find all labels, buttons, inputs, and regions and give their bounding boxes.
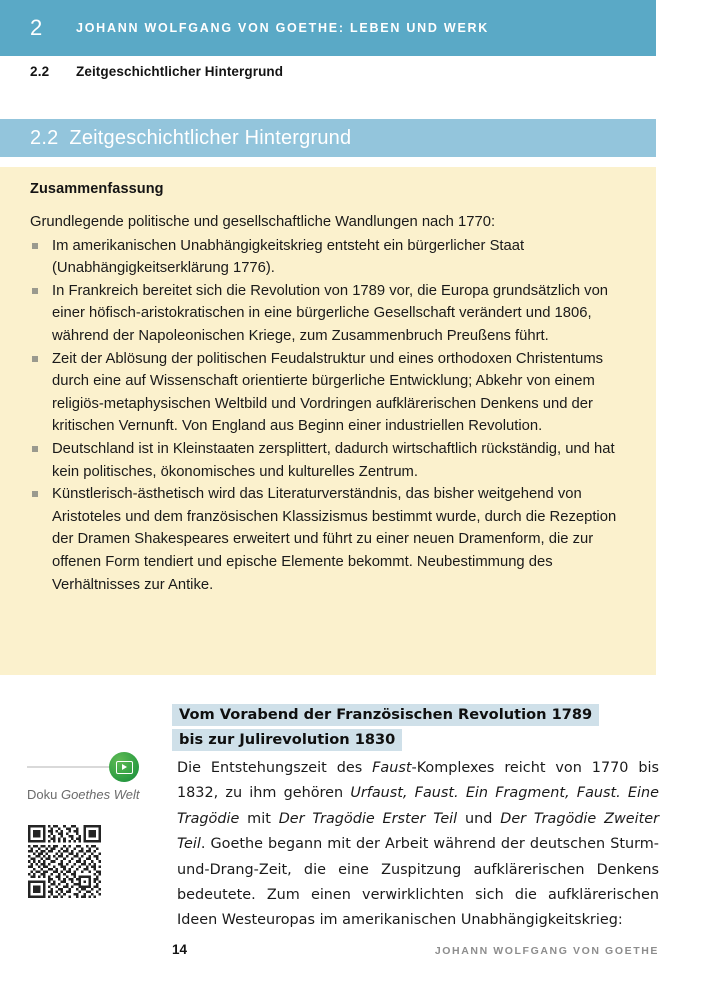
list-item-text: In Frankreich bereitet sich die Revolution von 1789 vor, die Europa grundsätzlich von einer höfisch-aristokratischen in eine bürgerliche Gesellschaft verändert und 1806, während der Napoleonischen Kriege, zum Zusammenbruch Preußens führt.	[52, 282, 609, 344]
running-header-chapter-number: 2	[30, 15, 43, 40]
page-number: 14	[172, 942, 188, 957]
list-item	[30, 483, 622, 596]
section-title-band	[0, 119, 656, 157]
subsection-reference-title: Zeitgeschichtlicher Hintergrund	[76, 64, 284, 79]
section-title-text: Zeitgeschichtlicher Hintergrund	[69, 126, 352, 149]
list-item-text: Zeit der Ablösung der politischen Feudalstruktur und eines orthodoxen Christentums durch eine auf Wissenschaft orientierte bürgerliche Entwicklung; Abkehr von einem religiös-metaphysischen Weltbild und Vordringen aufklärerischen Denkens und der kritischen Vernunft. Von England aus Beginn einer industriellen Revolution.	[52, 350, 604, 435]
margin-caption	[27, 786, 143, 803]
section-title-number: 2.2	[30, 126, 59, 149]
page-footer	[0, 942, 723, 962]
square-bullet-icon	[32, 288, 38, 294]
subsection-reference-number: 2.2	[30, 64, 50, 79]
highlighted-subheading-line1: Vom Vorabend der Französischen Revolution 1789	[172, 704, 599, 726]
footer-book-title: JOHANN WOLFGANG VON GOETHE	[434, 945, 659, 957]
work-title-italic: Faust	[372, 760, 412, 776]
list-item	[30, 348, 622, 438]
paragraph-run: und	[457, 810, 501, 827]
summary-lead-text: Grundlegende politische und gesellschaftliche Wandlungen nach 1770:	[30, 214, 496, 230]
list-item	[30, 438, 622, 483]
video-screen-shape	[116, 761, 133, 774]
subsection-reference-line	[30, 64, 283, 79]
highlighted-subheading	[172, 702, 659, 752]
main-text-column	[172, 702, 659, 934]
list-item	[30, 280, 622, 348]
paragraph-run: . Goethe begann mit der Arbeit während der deutschen Sturm-und-Drang-Zeit, die eine Zuspitzung aufklärerischen Denkens bedeutete. Zum einen verwirklichten sich die aufklärerischen Ideen Westeuropas im amerikanischen Unabhängigkeitskrieg:	[177, 836, 659, 929]
list-item-text: Künstlerisch-ästhetisch wird das Literaturverständnis, das bisher weitgehend von Aristoteles und dem französischen Klassizismus bestimmt wurde, durch die Rezeption der Dramen Shakespeares erweitert und führt zu einer neuen Dramenform, die zur offenen Form tendiert und epische Elemente bekommt. Neubestimmung des Verhältnisses zur Antike.	[52, 486, 617, 593]
margin-caption-prefix: Doku	[27, 787, 61, 802]
list-item	[30, 235, 622, 280]
summary-box-title: Zusammenfassung	[30, 181, 164, 197]
work-title-italic: Der Tragödie Zweiter Teil	[177, 810, 659, 853]
margin-caption-title: Goethes Welt	[60, 787, 140, 802]
video-play-icon[interactable]	[109, 752, 139, 782]
work-title-italic: Der Tragödie Erster Teil	[278, 810, 458, 827]
summary-bullet-list	[30, 235, 622, 597]
running-header-bar	[0, 0, 656, 56]
work-title-italic: Urfaust, Faust. Ein Fragment, Faust. Eine Tragödie	[177, 785, 659, 827]
body-paragraph	[177, 756, 659, 934]
play-triangle-icon	[122, 764, 127, 770]
summary-box	[0, 167, 656, 675]
highlighted-subheading-line2: bis zur Julirevolution 1830	[172, 729, 402, 751]
paragraph-run: Die Entstehungszeit des	[177, 760, 373, 776]
list-item-text: Deutschland ist in Kleinstaaten zersplittert, dadurch wirtschaftlich rückständig, und hat kein politisches, ökonomisches und kulturelles Zentrum.	[52, 440, 615, 480]
square-bullet-icon	[32, 243, 38, 249]
qr-code[interactable]	[28, 825, 101, 898]
paragraph-run: -Komplexes reicht von 1770 bis 1832, zu ihm gehören	[177, 760, 659, 802]
list-item-text: Im amerikanischen Unabhängigkeitskrieg entsteht ein bürgerlicher Staat (Unabhängigkeitserklärung 1776).	[52, 237, 525, 277]
square-bullet-icon	[32, 356, 38, 362]
paragraph-run: mit	[239, 810, 279, 827]
running-header-title: JOHANN WOLFGANG VON GOETHE: LEBEN UND WERK	[76, 21, 490, 35]
square-bullet-icon	[32, 491, 38, 497]
square-bullet-icon	[32, 446, 38, 452]
